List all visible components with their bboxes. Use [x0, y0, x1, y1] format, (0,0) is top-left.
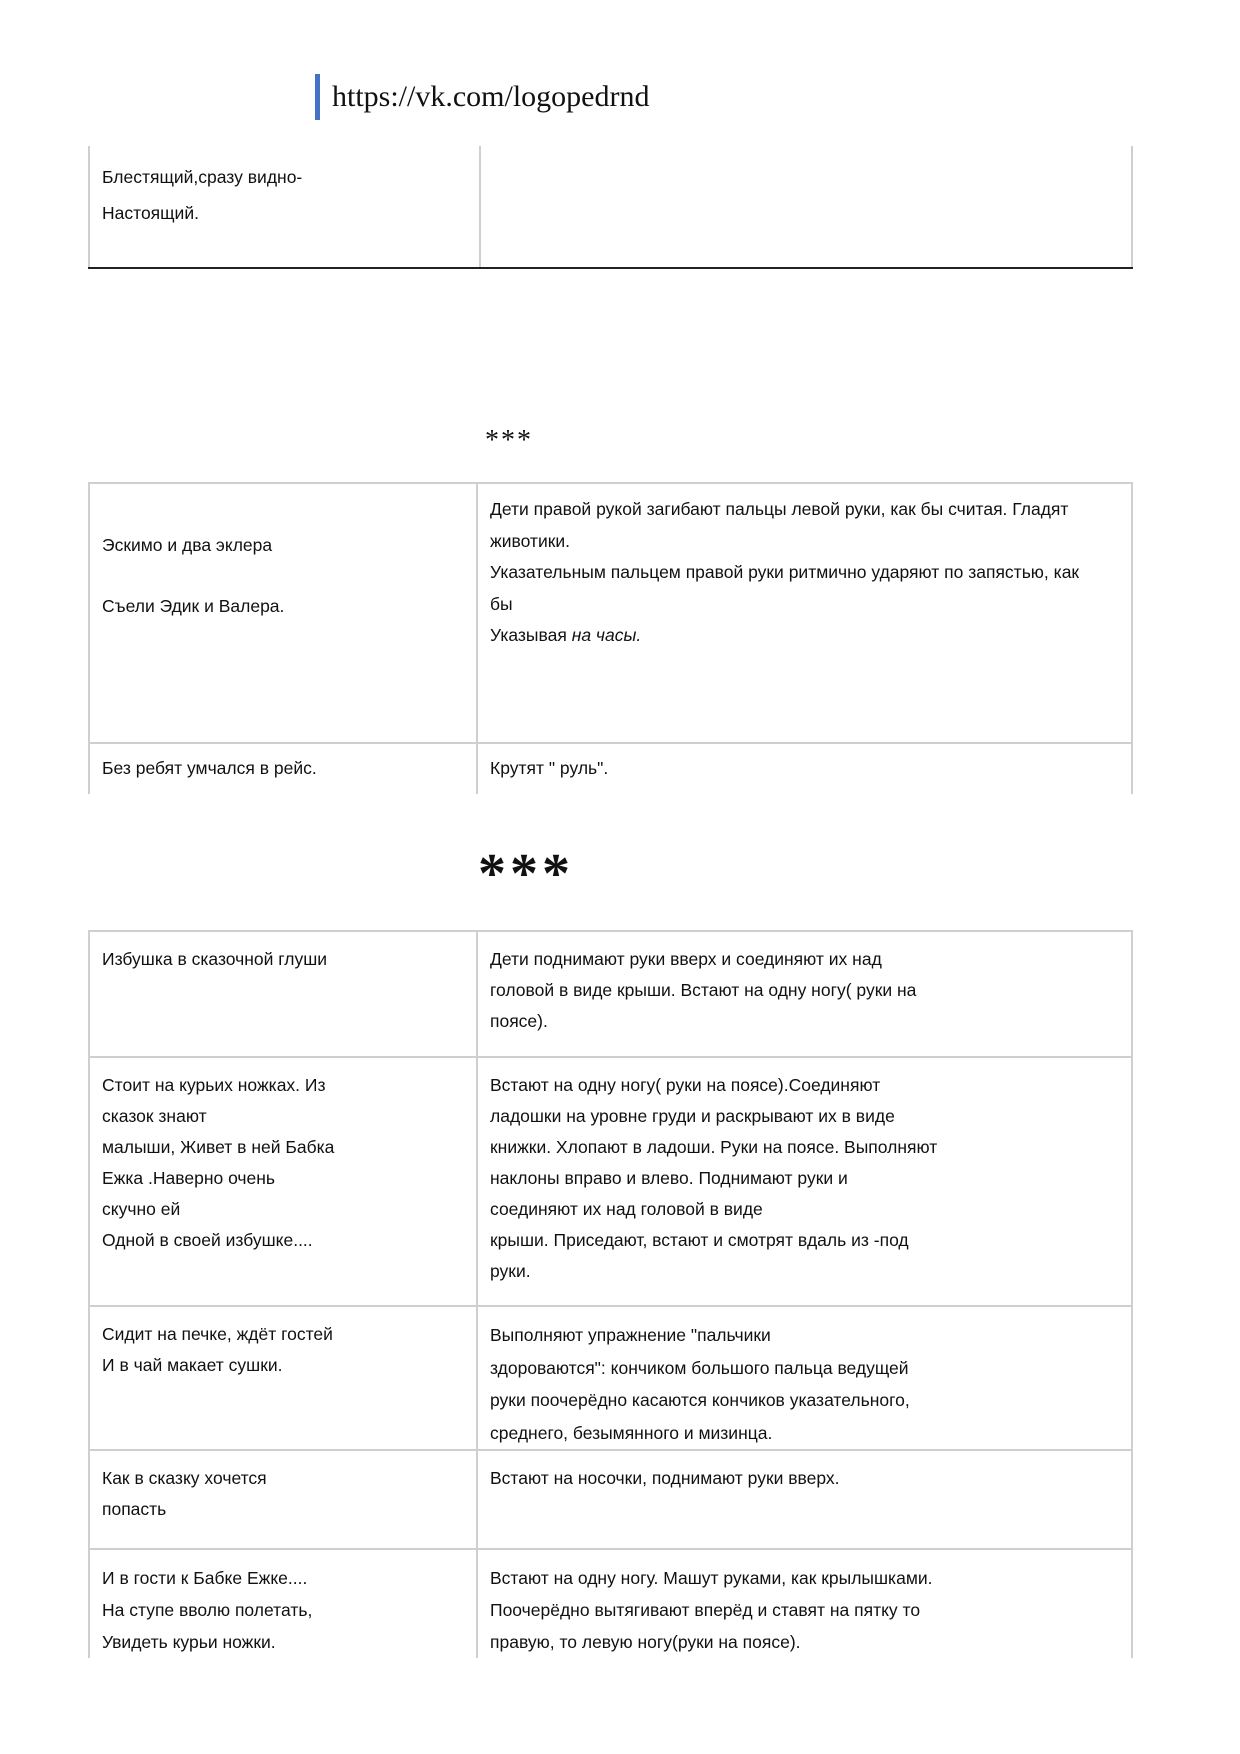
text-line: бы [490, 593, 513, 614]
table-cell-left [89, 1306, 477, 1450]
table-cell-left [89, 1450, 477, 1549]
italic-text: на часы. [571, 625, 642, 645]
text-line: Как в сказку хочется [102, 1468, 267, 1488]
table-row [89, 146, 1132, 268]
table-cell-right [480, 146, 1132, 268]
text-line: Избушка в сказочной глуши [102, 949, 328, 969]
text-line: среднего, безымянного и мизинца. [490, 1422, 773, 1443]
text-line: сказок знают [102, 1106, 207, 1126]
text-line: Указательным пальцем правой руки ритмично ударяют по запястью, как [490, 562, 1080, 582]
text-line: Увидеть курьи ножки. [102, 1632, 276, 1652]
text-line: поясе). [490, 1011, 548, 1031]
text-line: Эскимо и два эклера [102, 535, 273, 555]
table-row [89, 931, 1132, 1057]
text-line: соединяют их над головой в виде [490, 1199, 763, 1219]
text-line: крыши. Приседают, встают и смотрят вдаль из -под [490, 1230, 909, 1250]
text-line: ладошки на уровне груди и раскрывают их в виде [490, 1106, 895, 1126]
text-line: наклоны вправо и влево. Поднимают руки и [490, 1168, 848, 1188]
section-separator: *** [478, 843, 574, 905]
table-cell-right [477, 743, 1132, 794]
text-line: Выполняют упражнение "пальчики [490, 1325, 771, 1345]
table-middle [88, 482, 1133, 794]
text-span: Указывая [490, 625, 572, 645]
text-line: Встают на одну ногу. Машут руками, как крылышками. [490, 1568, 933, 1588]
text-line: головой в виде крыши. Встают на одну ногу( руки на [490, 980, 917, 1000]
table-cell-right [477, 483, 1132, 743]
text-line: Стоит на курьих ножках. Из [102, 1075, 326, 1095]
table-cell-left [89, 1057, 477, 1306]
text-line: правую, то левую ногу(руки на поясе). [490, 1632, 801, 1652]
text-line: Дети правой рукой загибают пальцы левой руки, как бы считая. Гладят [490, 499, 1069, 519]
section-separator: *** [485, 425, 533, 456]
text-line: Крутят " руль". [490, 758, 609, 778]
text-line: Встают на одну ногу( руки на поясе).Соединяют [490, 1075, 881, 1095]
table-row [89, 1306, 1132, 1450]
text-line: И в чай макает сушки. [102, 1355, 283, 1375]
table-cell-right [477, 931, 1132, 1057]
text-line: Поочерёдно вытягивают вперёд и ставят на пятку то [490, 1600, 921, 1620]
text-line: животики. [490, 530, 571, 551]
text-line [490, 620, 1119, 652]
table-top [88, 146, 1133, 269]
table-row [89, 1549, 1132, 1658]
table-cell-left [89, 1549, 477, 1658]
text-line: руки поочерёдно касаются кончиков указательного, [490, 1390, 910, 1410]
text-line: Без ребят умчался в рейс. [102, 758, 317, 778]
text-line: Съели Эдик и Валера. [102, 596, 285, 616]
text-line: Одной в своей избушке.... [102, 1230, 313, 1250]
text-line: Сидит на печке, ждёт гостей [102, 1324, 333, 1344]
text-line: здороваются": кончиком большого пальца ведущей [490, 1357, 909, 1378]
table-cell-left [89, 743, 477, 794]
table-cell-right [477, 1057, 1132, 1306]
text-line: малыши, Живет в ней Бабка [102, 1137, 335, 1157]
text-line: скучно ей [102, 1199, 181, 1219]
header-link[interactable]: https://vk.com/logopedrnd [315, 74, 649, 120]
table-row [89, 743, 1132, 794]
text-line: Встают на носочки, поднимают руки вверх. [490, 1468, 840, 1488]
text-line: И в гости к Бабке Ежке.... [102, 1568, 308, 1588]
table-cell-right [477, 1450, 1132, 1549]
text-line: Блестящий,сразу видно- [102, 167, 303, 187]
text-line: На ступе вволю полетать, [102, 1600, 313, 1620]
table-row [89, 1057, 1132, 1306]
text-line: книжки. Хлопают в ладоши. Руки на поясе. Выполняют [490, 1137, 938, 1157]
table-row [89, 1450, 1132, 1549]
text-line: Дети поднимают руки вверх и соединяют их над [490, 949, 882, 969]
text-line: руки. [490, 1261, 531, 1281]
table-cell-right [477, 1549, 1132, 1658]
text-line: Ежка .Наверно очень [102, 1168, 276, 1188]
table-row [89, 483, 1132, 743]
table-cell-left [89, 483, 477, 743]
table-bottom [88, 930, 1133, 1658]
table-cell-left [89, 931, 477, 1057]
table-cell-left [89, 146, 480, 268]
text-line: попасть [102, 1499, 167, 1519]
table-cell-right [477, 1306, 1132, 1450]
text-line: Настоящий. [102, 203, 199, 223]
